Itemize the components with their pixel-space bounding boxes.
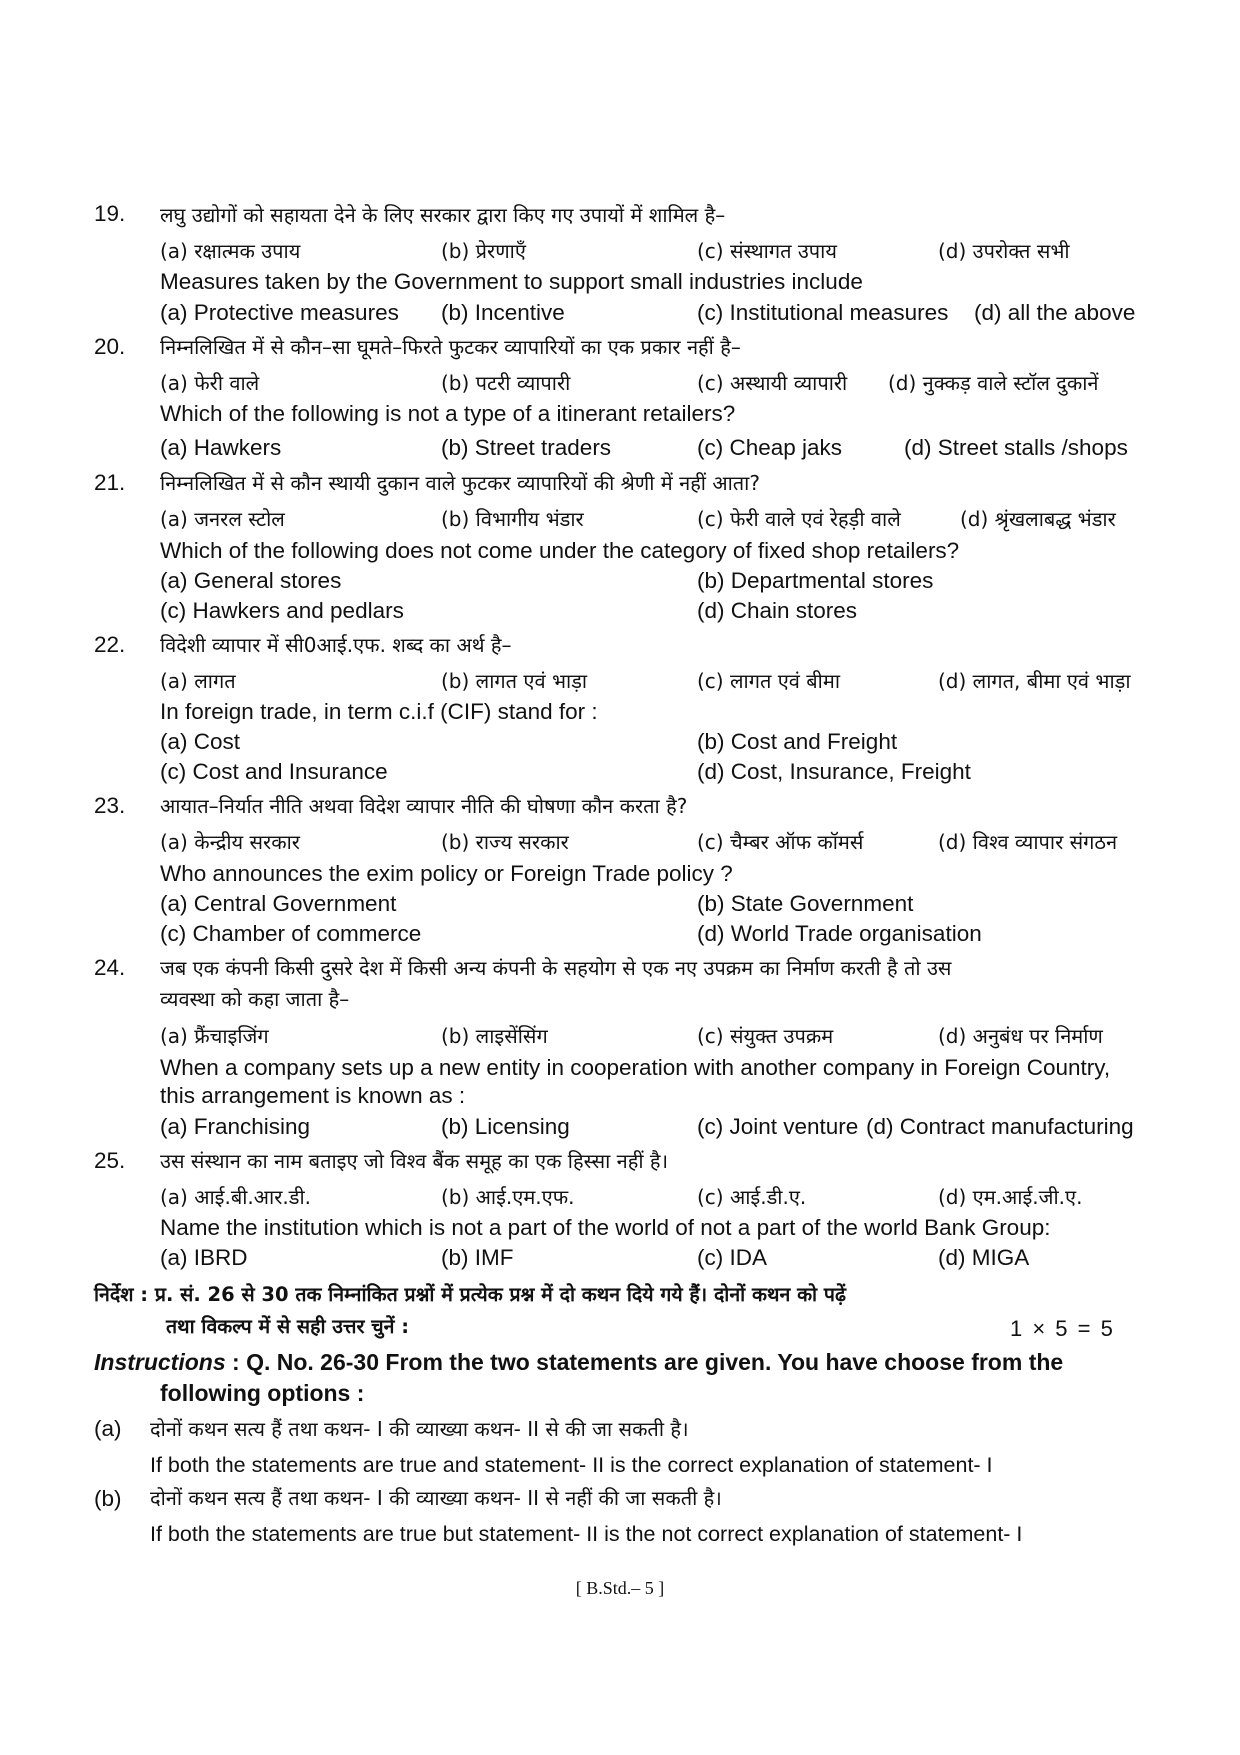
option-text-hindi: दोनों कथन सत्य हैं तथा कथन- I की व्याख्या कथन- II से नहीं की जा सकती है। — [150, 1486, 722, 1510]
option-a: (a) Cost — [160, 729, 241, 754]
question-number: 22. — [94, 632, 126, 657]
option-c: (c) IDA — [697, 1245, 767, 1270]
question-text-english: Which of the following does not come under the category of fixed shop retailers? — [160, 538, 960, 563]
option-b: (b) Street traders — [441, 435, 612, 460]
option-b: (b) Licensing — [441, 1114, 570, 1139]
option-b: (b) आई.एम.एफ. — [441, 1185, 575, 1209]
option-b: (b) पटरी व्यापारी — [441, 371, 571, 395]
option-d: (d) MIGA — [938, 1245, 1030, 1270]
option-c: (c) लागत एवं बीमा — [697, 669, 840, 693]
instructions-english-line1 — [94, 1349, 1063, 1375]
option-a: (a) जनरल स्टोल — [160, 507, 285, 531]
marks-scheme: 1 × 5 = 5 — [1010, 1316, 1115, 1341]
option-b: (b) Cost and Freight — [697, 729, 898, 754]
option-d: (d) श्रृंखलाबद्ध भंडार — [960, 507, 1116, 531]
option-d: (d) एम.आई.जी.ए. — [938, 1185, 1083, 1209]
option-b: (b) राज्य सरकार — [441, 830, 569, 854]
option-a: (a) Franchising — [160, 1114, 311, 1139]
directions-hindi-line2: तथा विकल्प में से सही उत्तर चुनें : — [166, 1315, 410, 1338]
question-number: 21. — [94, 470, 126, 495]
option-b: (b) State Government — [697, 891, 914, 916]
option-text-hindi: दोनों कथन सत्य हैं तथा कथन- I की व्याख्या कथन- II से की जा सकती है। — [150, 1417, 689, 1441]
option-text-english: If both the statements are true but statement- II is the not correct explanation of statement- I — [150, 1522, 1023, 1546]
option-c: (c) Joint venture — [697, 1114, 859, 1139]
option-c: (c) Cheap jaks — [697, 435, 843, 460]
option-d: (d) World Trade organisation — [697, 921, 982, 946]
option-c: (c) संस्थागत उपाय — [697, 239, 837, 263]
instructions-label: Instructions — [94, 1349, 226, 1375]
option-a: (a) केन्द्रीय सरकार — [160, 830, 300, 854]
question-text-english: Which of the following is not a type of a itinerant retailers? — [160, 401, 736, 426]
option-d: (d) Street stalls /shops — [904, 435, 1128, 460]
question-text-english: When a company sets up a new entity in cooperation with another company in Foreign Country, — [160, 1055, 1111, 1080]
page-footer: [ B.Std.– 5 ] — [575, 1578, 665, 1598]
option-a: (a) रक्षात्मक उपाय — [160, 239, 301, 263]
option-d: (d) विश्व व्यापार संगठन — [938, 830, 1118, 854]
option-a: (a) फेरी वाले — [160, 371, 260, 395]
question-text-english: Who announces the exim policy or Foreign Trade policy ? — [160, 861, 733, 886]
option-b: (b) विभागीय भंडार — [441, 507, 584, 531]
question-number: 25. — [94, 1148, 126, 1173]
option-a: (a) आई.बी.आर.डी. — [160, 1185, 312, 1209]
question-number: 24. — [94, 955, 126, 980]
question-text-hindi-cont: व्यवस्था को कहा जाता है– — [160, 987, 350, 1011]
option-c: (c) संयुक्त उपक्रम — [697, 1024, 834, 1048]
question-text-hindi: निम्नलिखित में से कौन–सा घूमते–फिरते फुटकर व्यापारियों का एक प्रकार नहीं है– — [160, 335, 741, 359]
directions-hindi-line1: निर्देश : प्र. सं. 26 से 30 तक निम्नांकित प्रश्नों में प्रत्येक प्रश्न में दो कथन दिये गये हैं। दोनों कथन को पढ़ें — [94, 1283, 846, 1306]
question-text-hindi: विदेशी व्यापार में सी0आई.एफ. शब्द का अर्थ है– — [160, 633, 512, 657]
option-d: (d) नुक्कड़ वाले स्टॉल दुकानें — [888, 371, 1099, 395]
question-text-hindi: उस संस्थान का नाम बताइए जो विश्व बैंक समूह का एक हिस्सा नहीं है। — [160, 1149, 669, 1173]
option-d: (d) Chain stores — [697, 598, 858, 623]
option-a: (a) Protective measures — [160, 300, 399, 325]
question-text-english: Measures taken by the Government to support small industries include — [160, 269, 863, 294]
option-label: (b) — [94, 1486, 122, 1511]
option-c: (c) Hawkers and pedlars — [160, 598, 404, 623]
question-text-hindi: निम्नलिखित में से कौन स्थायी दुकान वाले फुटकर व्यापारियों की श्रेणी में नहीं आता? — [160, 471, 760, 495]
option-d: (d) उपरोक्त सभी — [938, 239, 1070, 263]
option-d: (d) Cost, Insurance, Freight — [697, 759, 971, 784]
option-b: (b) लाइसेंसिंग — [441, 1024, 548, 1048]
question-text-english: Name the institution which is not a part of the world of not a part of the world Bank Group: — [160, 1215, 1051, 1240]
instructions-text: : Q. No. 26-30 From the two statements are given. You have choose from the — [225, 1349, 1064, 1375]
option-label: (a) — [94, 1416, 122, 1441]
option-c: (c) चैम्बर ऑफ कॉमर्स — [697, 830, 864, 854]
option-a: (a) General stores — [160, 568, 342, 593]
option-a: (a) IBRD — [160, 1245, 248, 1270]
option-d: (d) all the above — [974, 300, 1136, 325]
option-c: (c) Institutional measures — [697, 300, 949, 325]
option-b: (b) लागत एवं भाड़ा — [441, 669, 588, 693]
question-text-hindi: आयात–निर्यात नीति अथवा विदेश व्यापार नीति की घोषणा कौन करता है? — [160, 794, 688, 818]
option-a: (a) Hawkers — [160, 435, 282, 460]
question-number: 23. — [94, 793, 126, 818]
question-number: 19. — [94, 201, 126, 226]
option-c: (c) आई.डी.ए. — [697, 1185, 807, 1209]
option-c: (c) Cost and Insurance — [160, 759, 388, 784]
option-d: (d) अनुबंध पर निर्माण — [938, 1024, 1103, 1048]
option-b: (b) प्रेरणाएँ — [441, 239, 526, 263]
question-text-hindi: लघु उद्योगों को सहायता देने के लिए सरकार द्वारा किए गए उपायों में शामिल है– — [160, 203, 726, 227]
option-c: (c) अस्थायी व्यापारी — [697, 371, 848, 395]
question-number: 20. — [94, 334, 126, 359]
question-text-english-cont: this arrangement is known as : — [160, 1083, 466, 1108]
instructions-english-line2: following options : — [160, 1380, 365, 1406]
question-text-english: In foreign trade, in term c.i.f (CIF) stand for : — [160, 699, 598, 724]
option-a: (a) फ्रैंचाइजिंग — [160, 1024, 269, 1048]
option-d: (d) Contract manufacturing — [866, 1114, 1134, 1139]
option-b: (b) Departmental stores — [697, 568, 934, 593]
option-a: (a) Central Government — [160, 891, 397, 916]
option-text-english: If both the statements are true and statement- II is the correct explanation of statement- I — [150, 1453, 993, 1477]
option-a: (a) लागत — [160, 669, 236, 693]
option-c: (c) Chamber of commerce — [160, 921, 422, 946]
option-d: (d) लागत, बीमा एवं भाड़ा — [938, 669, 1131, 693]
option-b: (b) Incentive — [441, 300, 565, 325]
question-text-hindi: जब एक कंपनी किसी दुसरे देश में किसी अन्य कंपनी के सहयोग से एक नए उपक्रम का निर्माण करती है तो उस — [160, 956, 952, 980]
option-c: (c) फेरी वाले एवं रेहड़ी वाले — [697, 507, 901, 531]
option-b: (b) IMF — [441, 1245, 514, 1270]
